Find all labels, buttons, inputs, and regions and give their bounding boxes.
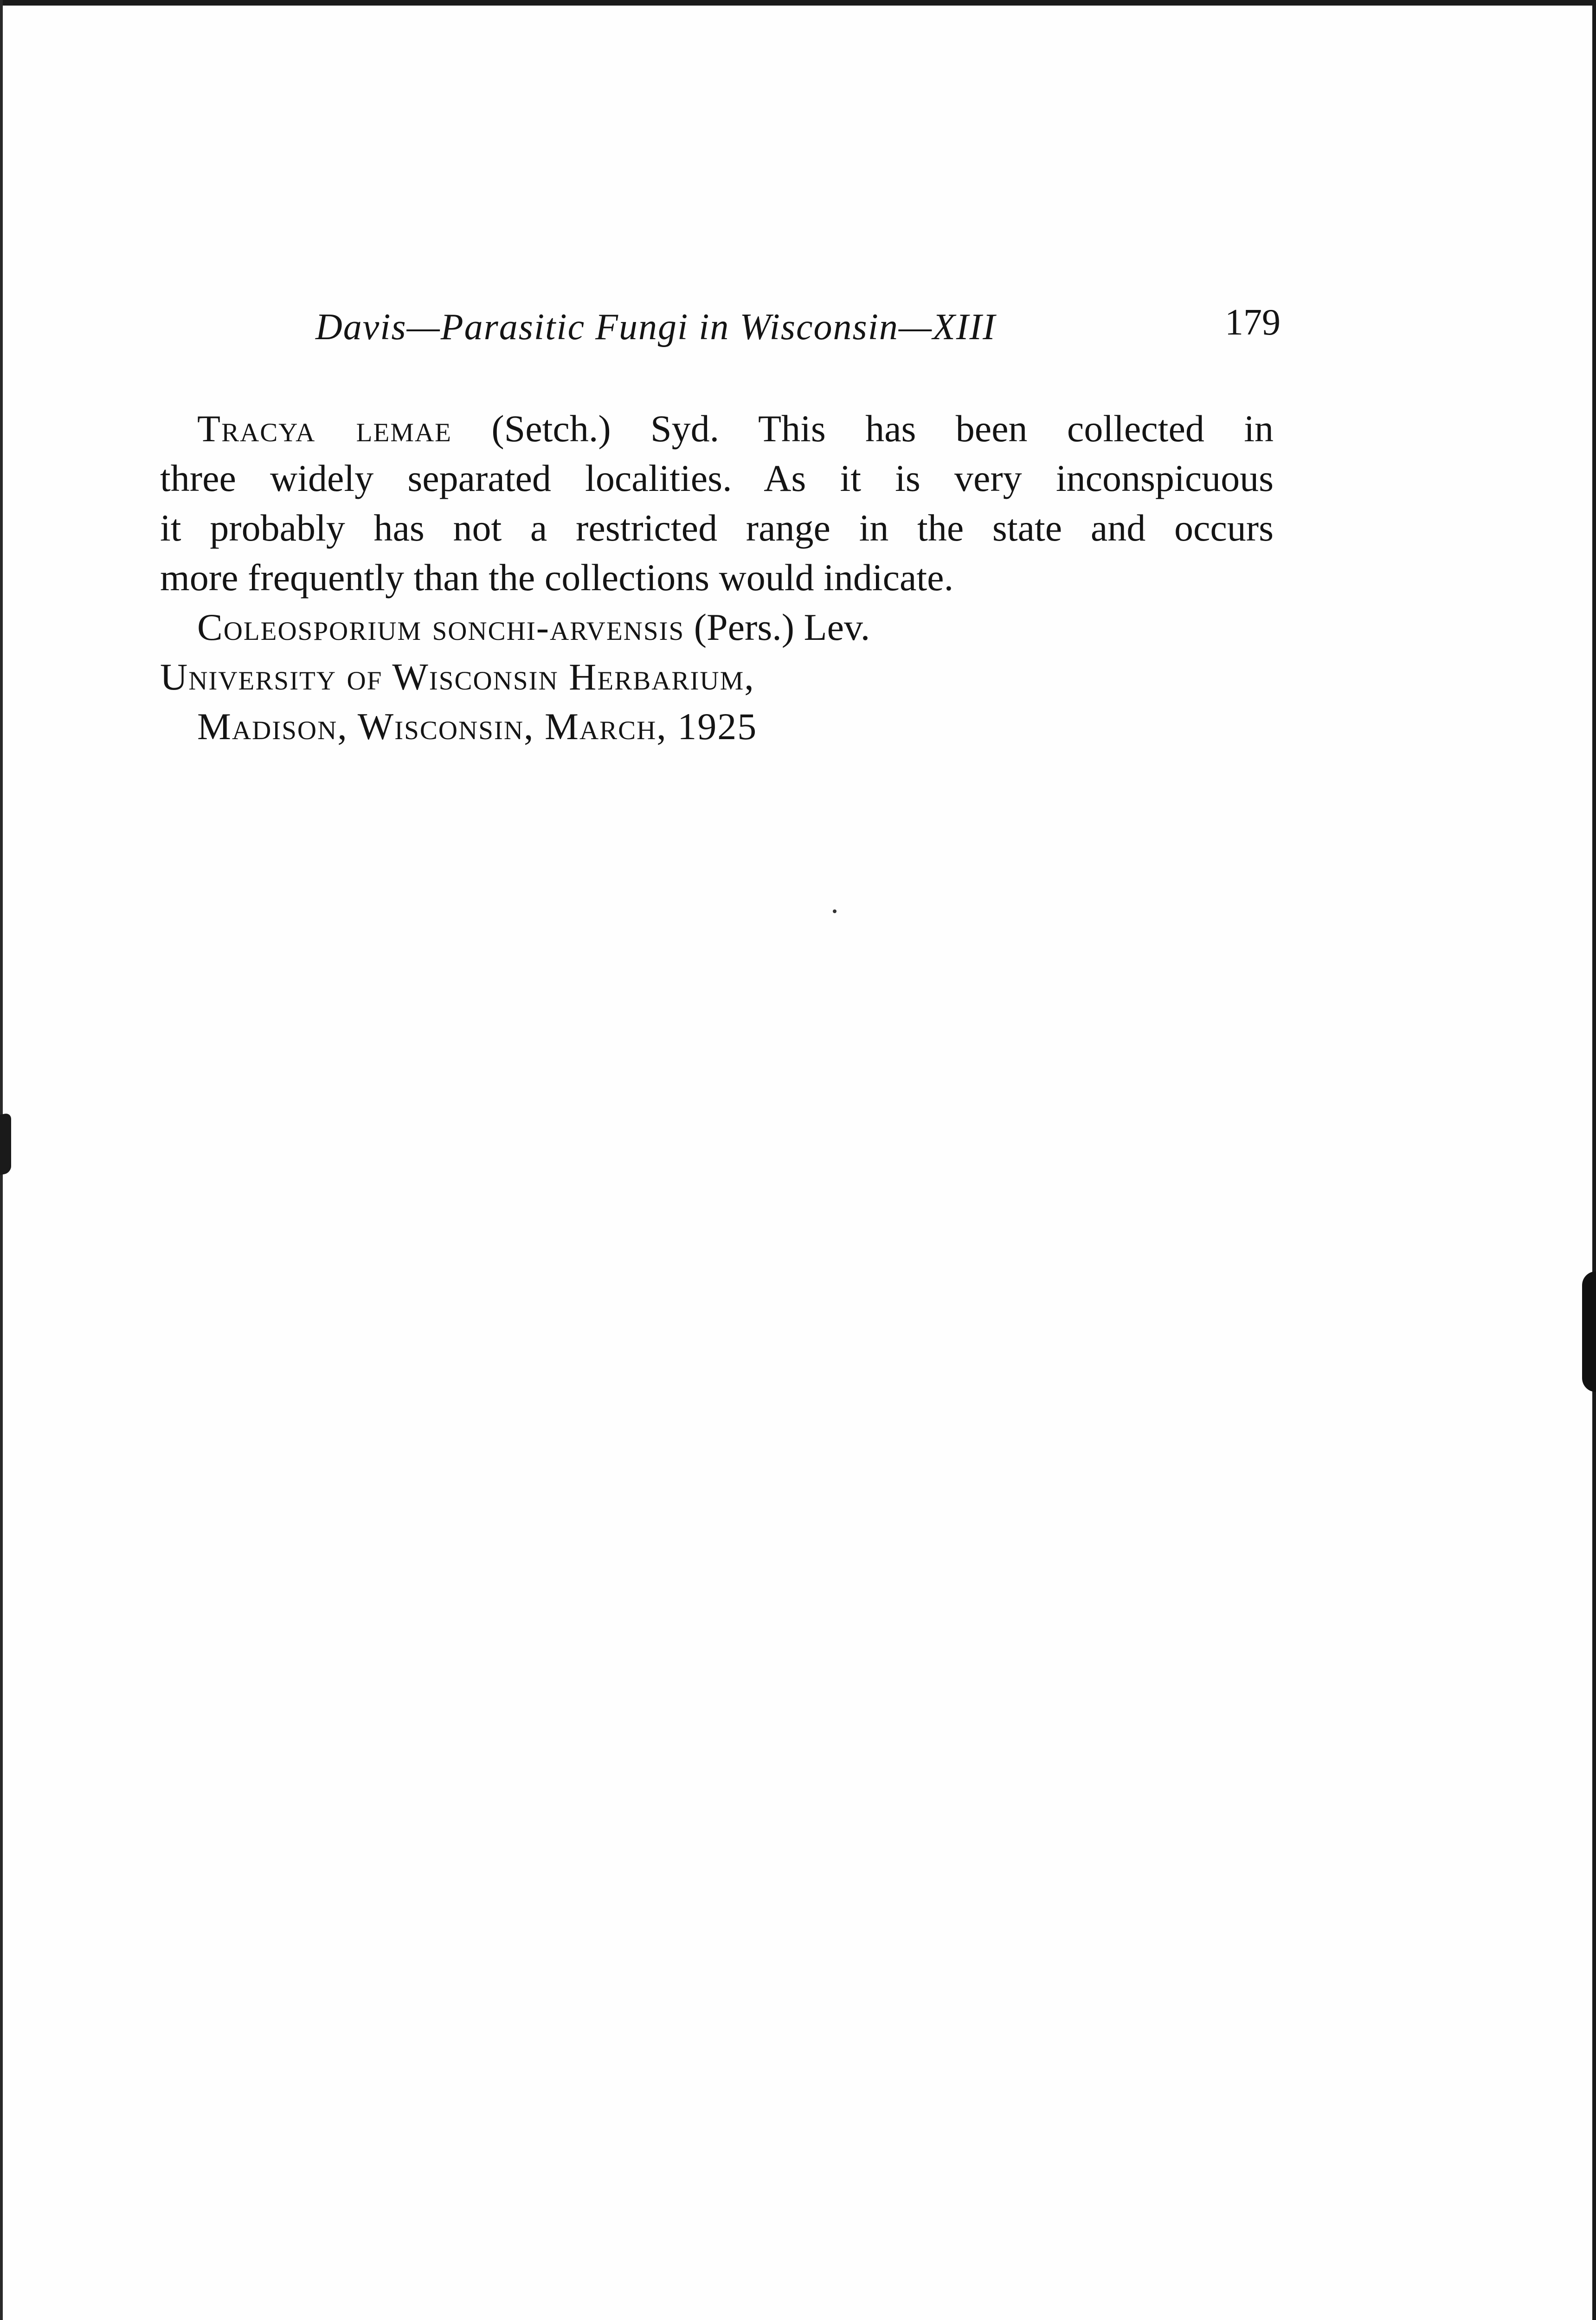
paragraph-line: three widely separated localities. As it is very inconspicuous [160, 457, 1274, 499]
scan-speck [833, 909, 837, 913]
scan-border-top [0, 0, 1596, 6]
binding-mark-right [1582, 1271, 1596, 1392]
running-title: Davis—Parasitic Fungi in Wisconsin—XIII [315, 307, 996, 348]
paragraph-line: more frequently than the collections would indicate. [160, 556, 954, 599]
species-name: Tracya lemae [197, 407, 452, 450]
scan-border-right [1592, 0, 1596, 2320]
page-number: 179 [1225, 302, 1281, 343]
running-head [315, 302, 1281, 362]
species-name: Coleosporium sonchi-arvensis [197, 606, 685, 648]
species-authority: (Pers.) Lev. [684, 606, 870, 648]
species-authority: (Setch.) Syd. This has been collected in [451, 407, 1274, 450]
species-entry [160, 602, 1274, 652]
body-text [160, 404, 1274, 652]
binding-mark-left [0, 1112, 11, 1175]
institution-line: University of Wisconsin Herbarium, [160, 656, 755, 698]
paragraph-line: it probably has not a restricted range in the state and occurs [160, 507, 1274, 549]
place-date-line: Madison, Wisconsin, March, 1925 [197, 705, 758, 748]
paragraph-line [160, 404, 1274, 453]
signature-block [160, 652, 757, 751]
